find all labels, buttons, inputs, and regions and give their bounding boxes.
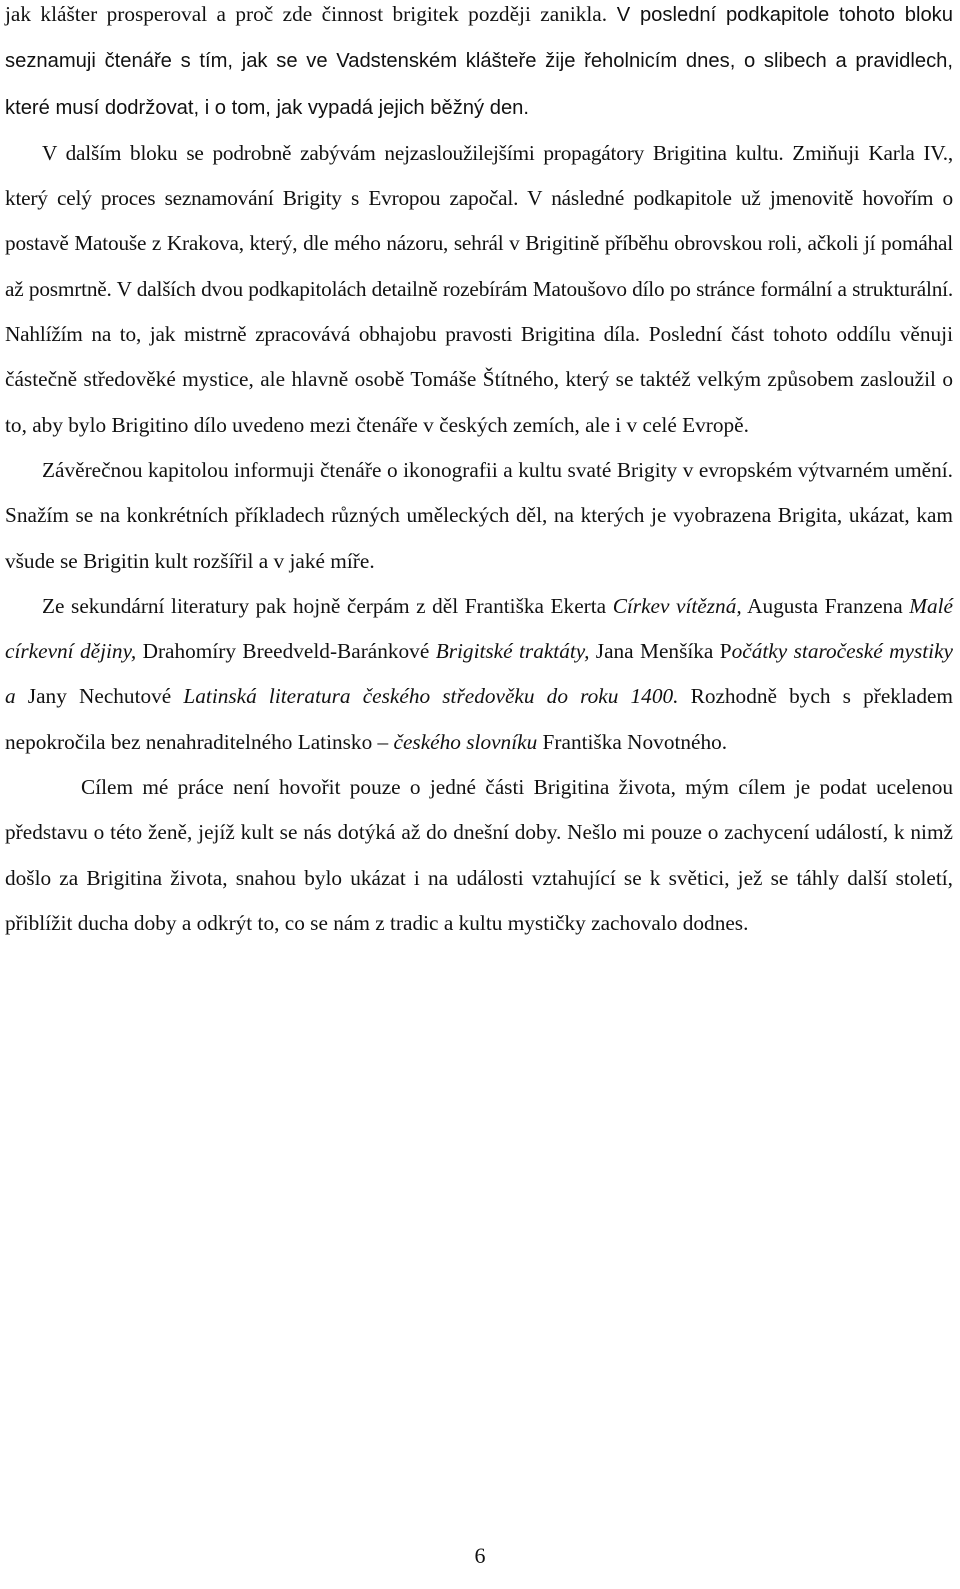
- paragraph-4-title-1: Církev vítězná,: [612, 593, 742, 618]
- paragraph-2-text-b: , který celý proces seznamování Brigity s Evropou započal.: [5, 140, 953, 211]
- paragraph-2-text-c: V následné podkapitole už jmenovitě hovořím o postavě Matouše z Krakova, který, dle mého názoru, sehrál v Brigitině příběhu obrovskou roli, ačkoli jí pomáhal až posmrtně. V dalších dvou podkapitolách detailně rozebírám Matoušovo dílo po stránce formální a strukturální. Nahlížím na to, jak mistrně zpracovává obhajobu pravosti Brigitina díla.: [5, 186, 953, 347]
- paragraph-2-text-a: V dalším bloku se podrobně zabývám nejzasloužilejšími propagátory Brigitina kultu. Zmiňuji Karla IV.: [42, 140, 948, 165]
- paragraph-4-text-7: Františka Novotného.: [537, 729, 728, 754]
- paragraph-3-text-b: Snažím se na konkrétních příkladech různých uměleckých děl, na kterých je vyobrazena Brigita, ukázat, kam všude se Brigitin kult rozšířil a v jaké míře.: [5, 503, 953, 573]
- paragraph-4-text-4: Jana Menšíka P: [589, 639, 732, 664]
- paragraph-4-text-1: Ze sekundární literatury pak hojně čerpám z děl Františka Ekerta: [42, 593, 613, 618]
- paragraph-4-title-2: Malé církevní dějiny,: [5, 593, 953, 664]
- paragraph-4-title-4: očátky staročeské mystiky a: [5, 639, 953, 709]
- paragraph-4-text-3: Drahomíry Breedveld-Baránkové: [136, 639, 436, 664]
- paragraph-3-text-a: Závěrečnou kapitolou informuji čtenáře o ikonografii a kultu svaté Brigity v evropském výtvarném umění.: [42, 457, 953, 482]
- paragraph-1-text-a: jak klášter prosperoval a proč zde činnost brigitek později zanikla.: [5, 2, 608, 26]
- paragraph-4-title-6: českého slovníku: [393, 729, 538, 754]
- paragraph-1-text-b: V poslední podkapitole tohoto bloku seznamuji čtenáře s tím, jak se ve Vadstenském klášteře žije řeholnicím dnes, o slibech a pravidlech, které musí dodržovat, i o tom, jak vypadá jejich běžný den.: [5, 4, 953, 119]
- paragraph-4-text-2: Augusta Franzena: [741, 593, 910, 618]
- page-number: 6: [474, 1543, 486, 1568]
- paragraph-4-title-3: Brigitské traktáty,: [435, 639, 590, 664]
- document-page: [5, 0, 953, 946]
- paragraph-2: [5, 131, 953, 448]
- paragraph-5-text: Cílem mé práce není hovořit pouze o jedné části Brigitina života, mým cílem je podat ucelenou představu o této ženě, jejíž kult se nás dotýká až do dnešní doby. Nešlo mi pouze o zachycení událostí, k nimž došlo za Brigitina života, snahou bylo ukázat i na události vztahující se k světici, jež se táhly další století, přiblížit ducha doby a odkrýt to, co se nám z tradic a kultu mystičky zachovalo dodnes.: [5, 775, 953, 935]
- paragraph-5: [5, 765, 953, 946]
- paragraph-4-text-6: Rozhodně bych s překladem nepokročila bez nenahraditelného Latinsko –: [5, 684, 953, 754]
- paragraph-3: [5, 448, 953, 584]
- paragraph-2-text-d: Poslední část tohoto oddílu věnuji částečně středověké mystice, ale hlavně osobě Tomáše Štítného, který se taktéž velkým způsobem zasloužil o to, aby bylo Brigitino dílo uvedeno mezi čtenáře v českých zemích, ale i v celé Evropě.: [5, 322, 953, 437]
- paragraph-4: [5, 584, 953, 765]
- paragraph-4-title-5: Latinská literatura českého středověku do roku 1400.: [183, 684, 679, 709]
- paragraph-4-text-5: Jany Nechutové: [15, 684, 184, 709]
- paragraph-1: [5, 0, 953, 131]
